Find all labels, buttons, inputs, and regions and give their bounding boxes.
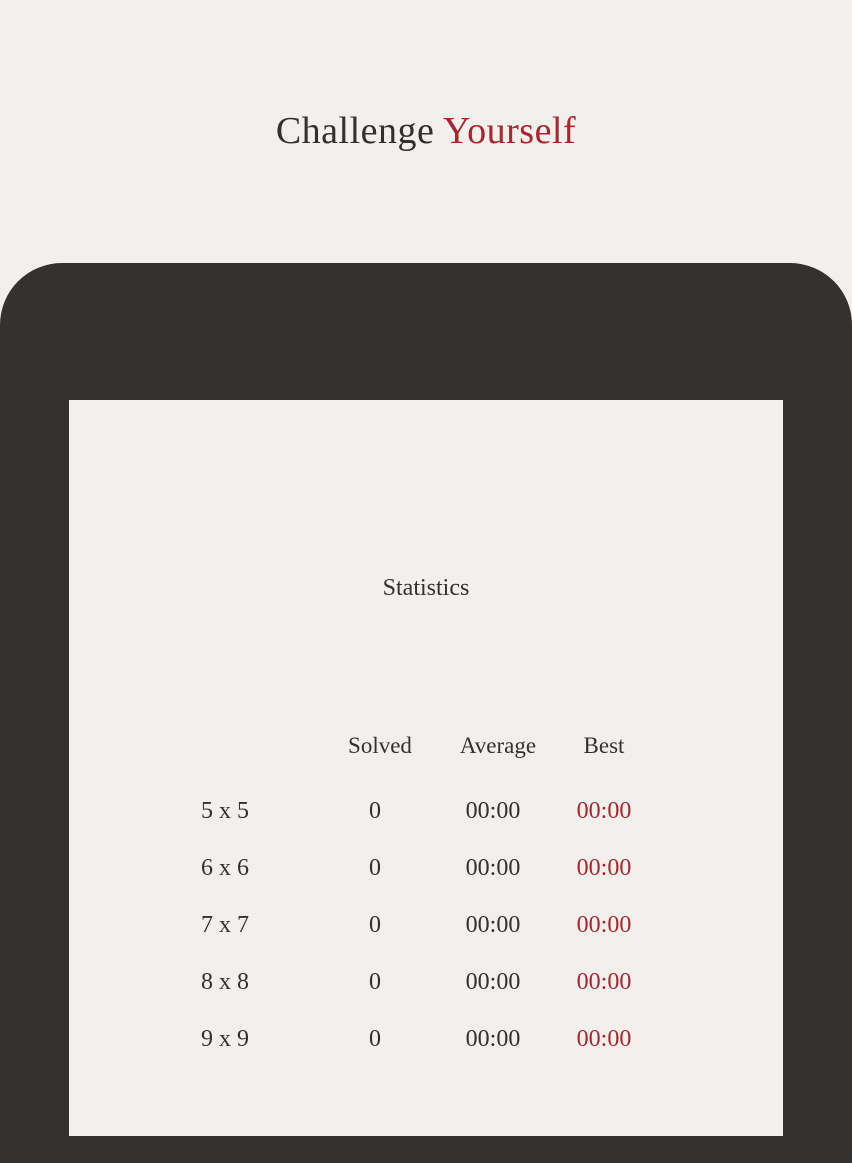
row-size-label: 8 x 8 [201, 969, 249, 995]
statistics-title: Statistics [382, 575, 470, 601]
average-time: 00:00 [465, 855, 521, 881]
best-time: 00:00 [576, 798, 632, 824]
best-time: 00:00 [576, 969, 632, 995]
average-time: 00:00 [465, 798, 521, 824]
row-size-label: 7 x 7 [201, 912, 249, 938]
device-screen [69, 400, 783, 1136]
best-time: 00:00 [576, 855, 632, 881]
row-size-label: 5 x 5 [201, 798, 249, 824]
average-time: 00:00 [465, 912, 521, 938]
average-time: 00:00 [465, 969, 521, 995]
average-time: 00:00 [465, 1026, 521, 1052]
best-time: 00:00 [576, 912, 632, 938]
row-size-label: 9 x 9 [201, 1026, 249, 1052]
solved-count: 0 [369, 798, 381, 824]
headline-part-2: Yourself [442, 110, 577, 152]
solved-count: 0 [369, 855, 381, 881]
solved-count: 0 [369, 969, 381, 995]
column-header-solved: Solved [348, 733, 412, 758]
promo-headline [0, 106, 852, 156]
solved-count: 0 [369, 912, 381, 938]
column-header-best: Best [583, 733, 625, 758]
headline-part-1: Challenge [275, 110, 435, 152]
column-header-average: Average [459, 733, 537, 758]
best-time: 00:00 [576, 1026, 632, 1052]
row-size-label: 6 x 6 [201, 855, 249, 881]
solved-count: 0 [369, 1026, 381, 1052]
